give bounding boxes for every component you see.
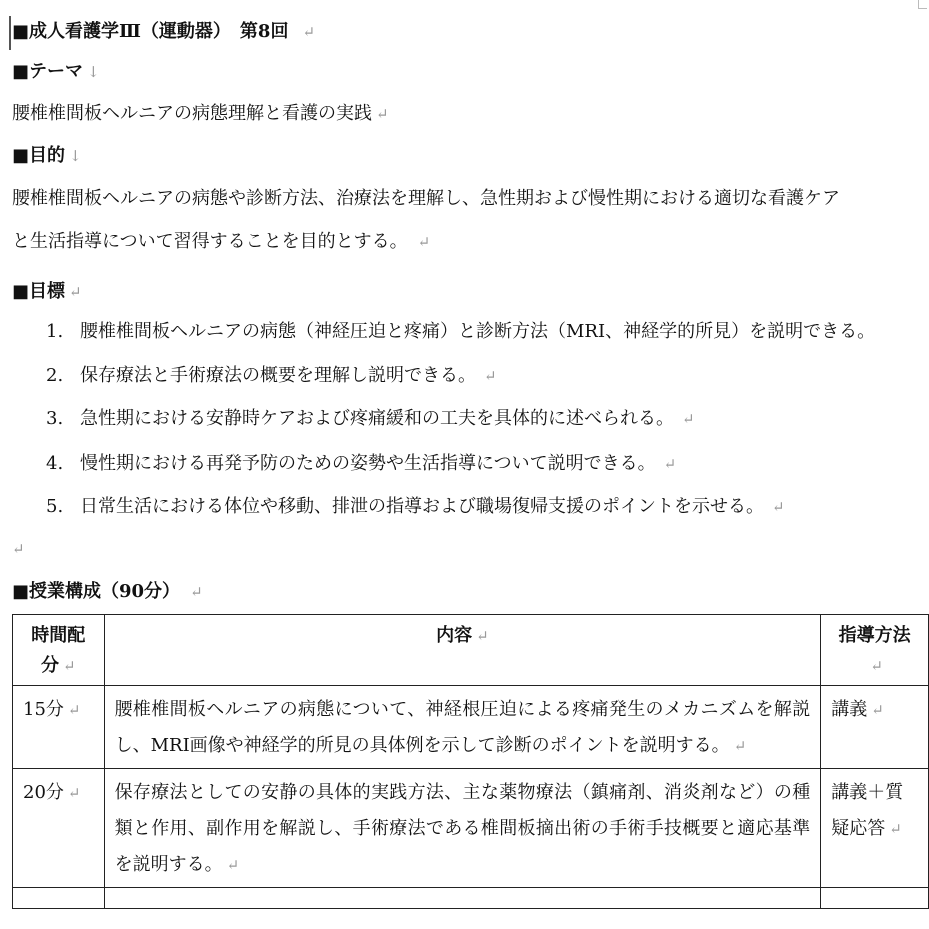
purpose-text-2: と生活指導について習得することを目的とする。 xyxy=(12,231,408,252)
cell-time[interactable] xyxy=(13,769,105,888)
theme-text-line xyxy=(12,100,389,128)
goal-text: 日常生活における体位や移動、排泄の指導および職場復帰支援のポイントを示せる。 xyxy=(80,496,764,517)
cell-method[interactable] xyxy=(821,686,929,769)
goal-number: 3. xyxy=(46,408,64,429)
table-row-partial xyxy=(13,888,929,909)
paragraph-mark: ↵ xyxy=(67,701,81,719)
cell-method-partial[interactable] xyxy=(821,888,929,909)
paragraph-mark: ↵ xyxy=(12,540,25,558)
goal-text: 保存療法と手術療法の概要を理解し説明できる。 xyxy=(80,365,476,386)
goals-heading: ■目標 xyxy=(12,281,66,302)
header-method[interactable] xyxy=(821,615,929,686)
paragraph-mark: ↵ xyxy=(417,233,431,251)
purpose-text-1: 腰椎椎間板ヘルニアの病態や診断方法、治療法を理解し、急性期および慢性期における適切な看護ケア xyxy=(12,188,840,209)
header-content[interactable] xyxy=(104,615,821,686)
paragraph-mark: ↵ xyxy=(871,701,884,719)
purpose-text-line-1 xyxy=(12,185,840,213)
goal-item-4 xyxy=(46,450,676,478)
cell-time[interactable] xyxy=(13,686,105,769)
time-value: 15分 xyxy=(23,699,64,720)
header-time[interactable] xyxy=(13,615,105,686)
method-text: 講義＋質疑応答 xyxy=(831,782,904,839)
cell-method[interactable] xyxy=(821,769,929,888)
paragraph-mark: ↵ xyxy=(69,283,82,301)
purpose-heading: ■目的 xyxy=(12,145,66,166)
paragraph-mark: ↵ xyxy=(476,627,489,645)
header-method-label: 指導方法 xyxy=(838,625,911,646)
content-text: 腰椎椎間板ヘルニアの病態について、神経根圧迫による疼痛発生のメカニズムを解説し、MRI画像や神経学的所見の具体例を示して診断のポイントを説明する。 xyxy=(114,699,811,756)
goal-number: 1. xyxy=(46,321,64,342)
cell-time-partial[interactable] xyxy=(13,888,105,909)
paragraph-mark: ↵ xyxy=(67,784,81,802)
line-break-mark: ↓ xyxy=(87,63,100,81)
goal-item-3 xyxy=(46,405,695,433)
paragraph-mark: ↵ xyxy=(663,455,677,473)
cell-content[interactable] xyxy=(104,686,821,769)
header-content-label: 内容 xyxy=(436,625,473,646)
table-row xyxy=(13,686,929,769)
theme-heading: ■テーマ xyxy=(12,61,84,82)
content-text: 保存療法としての安静の具体的実践方法、主な薬物療法（鎮痛剤、消炎剤など）の種類と作用、副作用を解説し、手術療法である椎間板摘出術の手術手技概要と適応基準を説明する。 xyxy=(114,782,811,875)
paragraph-mark: ↵ xyxy=(772,498,785,516)
theme-heading-line xyxy=(12,58,100,86)
paragraph-mark: ↵ xyxy=(190,583,203,601)
structure-heading: ■授業構成（90分） xyxy=(12,581,181,602)
goal-item-2 xyxy=(46,362,497,390)
paragraph-mark: ↵ xyxy=(302,23,316,41)
cell-content[interactable] xyxy=(104,769,821,888)
document-page[interactable] xyxy=(12,0,929,929)
empty-paragraph-line xyxy=(12,535,25,563)
purpose-heading-line xyxy=(12,142,82,170)
paragraph-mark: ↵ xyxy=(484,367,497,385)
paragraph-mark: ↵ xyxy=(63,657,76,675)
goal-text: 急性期における安静時ケアおよび疼痛緩和の工夫を具体的に述べられる。 xyxy=(80,408,674,429)
goal-text: 慢性期における再発予防のための姿勢や生活指導について説明できる。 xyxy=(80,453,656,474)
document-title-line xyxy=(12,18,315,46)
header-time-label: 時間配分 xyxy=(31,625,86,676)
goal-item-1 xyxy=(46,318,875,346)
line-break-mark: ↓ xyxy=(69,147,82,165)
document-title: ■成人看護学Ⅲ（運動器） 第8回 xyxy=(12,21,289,42)
paragraph-mark: ↵ xyxy=(889,820,902,838)
goal-number: 2. xyxy=(46,365,64,386)
goal-number: 5. xyxy=(46,496,64,517)
structure-heading-line xyxy=(12,578,203,606)
text-cursor xyxy=(9,16,11,50)
method-text: 講義 xyxy=(831,699,868,720)
goal-item-5 xyxy=(46,493,785,521)
paragraph-mark: ↵ xyxy=(226,856,240,874)
paragraph-mark: ↵ xyxy=(376,105,389,123)
theme-text: 腰椎椎間板ヘルニアの病態理解と看護の実践 xyxy=(12,103,372,124)
class-structure-table[interactable] xyxy=(12,614,929,909)
goals-heading-line xyxy=(12,278,82,306)
paragraph-mark: ↵ xyxy=(733,737,747,755)
goal-text: 腰椎椎間板ヘルニアの病態（神経圧迫と疼痛）と診断方法（MRI、神経学的所見）を説明できる。 xyxy=(80,321,876,342)
table-row xyxy=(13,769,929,888)
purpose-text-line-2 xyxy=(12,228,430,256)
goal-number: 4. xyxy=(46,453,64,474)
cell-content-partial[interactable] xyxy=(104,888,821,909)
paragraph-mark: ↵ xyxy=(682,410,695,428)
time-value: 20分 xyxy=(23,782,64,803)
table-header-row xyxy=(13,615,929,686)
paragraph-mark: ↵ xyxy=(870,657,883,675)
